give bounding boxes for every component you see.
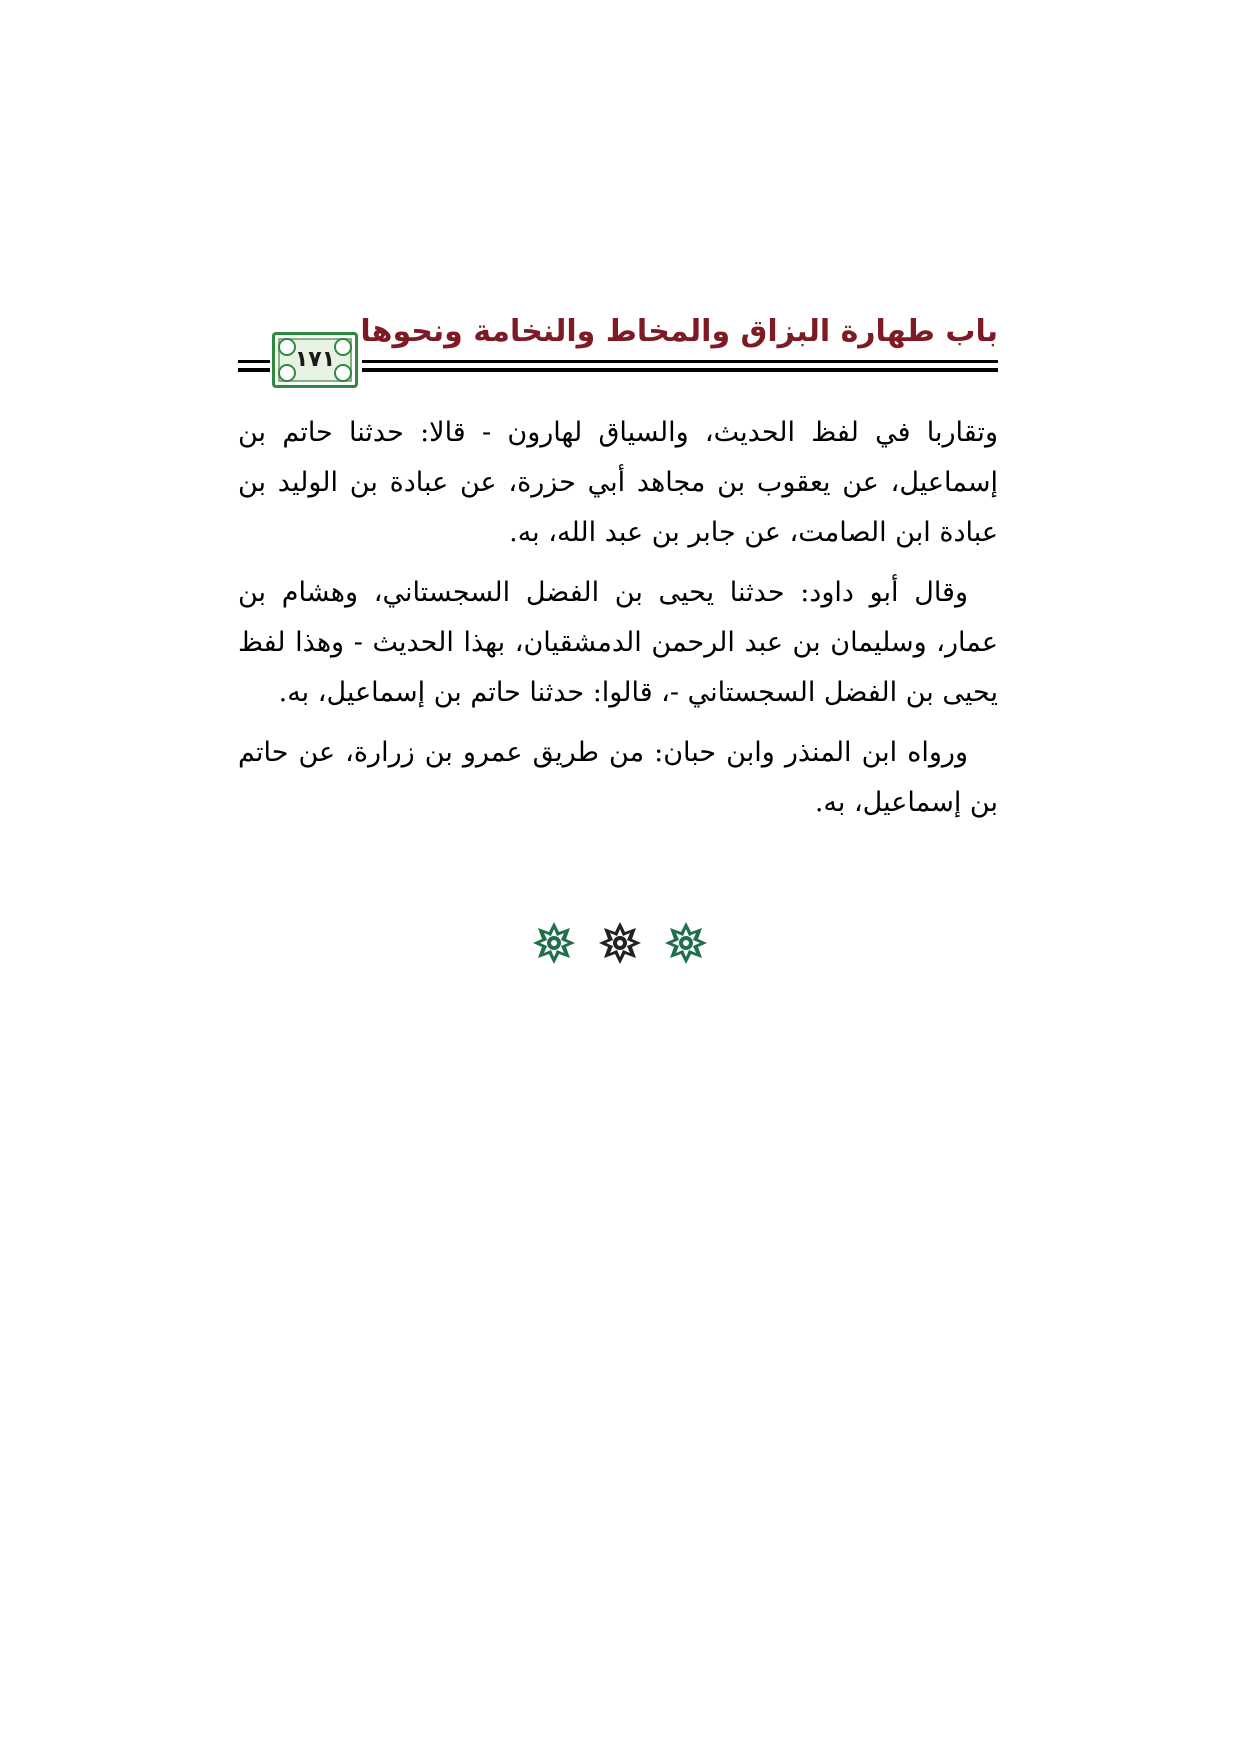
header-rule-left-top — [238, 360, 270, 363]
star-flower-icon — [663, 920, 709, 966]
paragraph-3: ورواه ابن المنذر وابن حبان: من طريق عمرو بن زرارة، عن حاتم بن إسماعيل، به. — [238, 737, 998, 818]
paragraph-2: وقال أبو داود: حدثنا يحيى بن الفضل السجستاني، وهشام بن عمار، وسليمان بن عبد الرحمن الدمشقيان، بهذا الحديث - وهذا لفظ يحيى بن الفضل السجستاني -، قالوا: حدثنا حاتم بن إسماعيل، به. — [238, 577, 998, 708]
header-rule-top — [362, 360, 998, 363]
page-body — [238, 408, 998, 838]
page-header — [238, 308, 998, 390]
page-number: ١٧١ — [294, 347, 336, 372]
chapter-title: باب طهارة البزاق والمخاط والنخامة ونحوها — [360, 314, 998, 349]
header-rule-left-bottom — [238, 368, 270, 372]
paragraph-1: وتقاربا في لفظ الحديث، والسياق لهارون - قالا: حدثنا حاتم بن إسماعيل، عن يعقوب بن مجاهد أبي حزرة، عن عبادة بن الوليد بن عبادة ابن الصامت، عن جابر بن عبد الله، به. — [238, 417, 998, 548]
star-flower-icon — [597, 920, 643, 966]
page-number-badge — [272, 332, 358, 388]
header-rule-bottom — [362, 368, 998, 372]
star-flower-icon — [531, 920, 577, 966]
section-end-ornaments — [0, 920, 1240, 980]
